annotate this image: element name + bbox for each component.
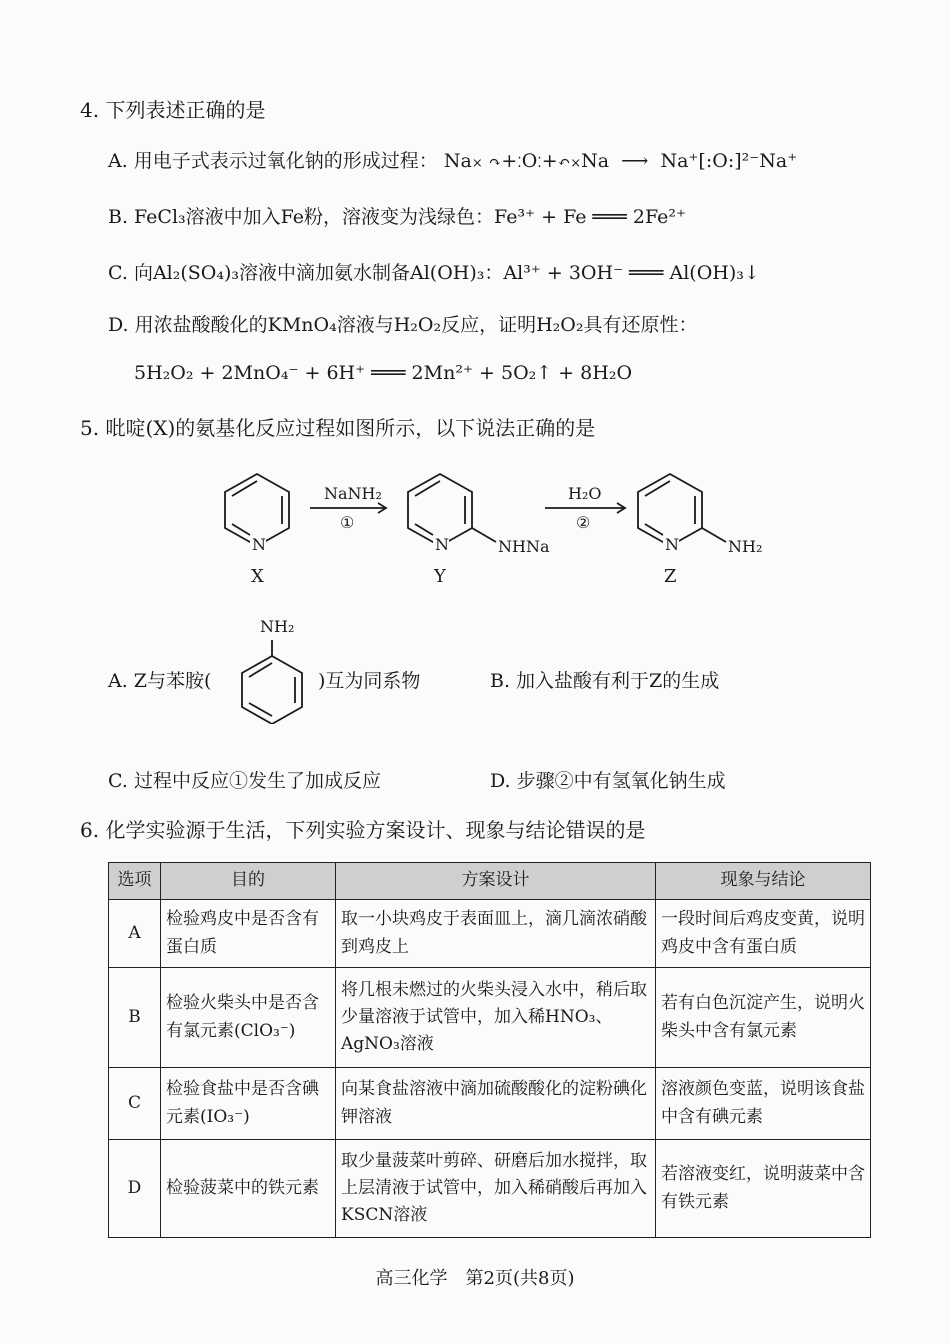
table-row xyxy=(109,1140,871,1238)
question-6-stem: 6. 化学实验源于生活，下列实验方案设计、现象与结论错误的是 xyxy=(80,818,646,842)
row-result: 一段时间后鸡皮变黄，说明鸡皮中含有蛋白质 xyxy=(656,900,871,968)
step-1-label: ① xyxy=(340,513,355,532)
question-4-option-b: B. FeCl₃溶液中加入Fe粉，溶液变为浅绿色：Fe³⁺ + Fe ═══ 2Fe²⁺ xyxy=(108,206,686,228)
row-goal: 检验菠菜中的铁元素 xyxy=(161,1140,336,1238)
reagent-2: H₂O xyxy=(568,484,602,503)
question-4-option-a: A. 用电子式表示过氧化钠的形成过程： Na× ↷+⁚O⁚+↶×Na ⟶ Na⁺[:O:]²⁻Na⁺ xyxy=(108,150,798,172)
header-goal: 目的 xyxy=(161,863,336,900)
row-result: 溶液颜色变蓝，说明该食盐中含有碘元素 xyxy=(656,1068,871,1140)
experiment-table xyxy=(108,862,871,1238)
table-row xyxy=(109,900,871,968)
row-design: 向某食盐溶液中滴加硫酸酸化的淀粉碘化钾溶液 xyxy=(336,1068,656,1140)
row-design: 将几根未燃过的火柴头浸入水中，稍后取少量溶液于试管中，加入稀HNO₃、AgNO₃溶液 xyxy=(336,968,656,1068)
row-option: B xyxy=(109,968,161,1068)
row-goal: 检验鸡皮中是否含有蛋白质 xyxy=(161,900,336,968)
question-5-option-a-suffix: )互为同系物 xyxy=(318,670,421,692)
x-nitrogen: N xyxy=(252,535,266,554)
row-result: 若溶液变红，说明菠菜中含有铁元素 xyxy=(656,1140,871,1238)
row-option: D xyxy=(109,1140,161,1238)
question-5-stem: 5. 吡啶(X)的氨基化反应过程如图所示，以下说法正确的是 xyxy=(80,416,596,440)
question-5-option-a-prefix: A. Z与苯胺( xyxy=(108,670,212,692)
question-5-option-b: B. 加入盐酸有利于Z的生成 xyxy=(490,670,720,692)
aniline-substituent: NH₂ xyxy=(260,617,295,636)
label-z: Z xyxy=(664,566,677,587)
row-goal: 检验火柴头中是否含有氯元素(ClO₃⁻) xyxy=(161,968,336,1068)
reagent-1: NaNH₂ xyxy=(324,484,382,503)
y-nitrogen: N xyxy=(435,535,449,554)
question-4-option-c: C. 向Al₂(SO₄)₃溶液中滴加氨水制备Al(OH)₃：Al³⁺ + 3OH⁻ ═══ Al(OH)₃↓ xyxy=(108,262,760,284)
option-a-text: A. 用电子式表示过氧化钠的形成过程： xyxy=(108,150,438,172)
table-row xyxy=(109,968,871,1068)
y-substituent: NHNa xyxy=(498,537,550,556)
label-x: X xyxy=(251,566,264,587)
electron-formula-product: Na⁺[:O:]²⁻Na⁺ xyxy=(660,150,798,172)
row-result: 若有白色沉淀产生，说明火柴头中含有氯元素 xyxy=(656,968,871,1068)
row-option: C xyxy=(109,1068,161,1140)
row-design: 取一小块鸡皮于表面皿上，滴几滴浓硝酸到鸡皮上 xyxy=(336,900,656,968)
z-nitrogen: N xyxy=(665,535,679,554)
aniline-structure xyxy=(228,612,318,724)
question-5-option-d: D. 步骤②中有氢氧化钠生成 xyxy=(490,770,726,792)
page-footer: 高三化学 第2页(共8页) xyxy=(375,1268,575,1289)
header-option: 选项 xyxy=(109,863,161,900)
table-row xyxy=(109,1068,871,1140)
electron-formula-na-left: Na xyxy=(443,150,472,172)
label-y: Y xyxy=(434,566,446,587)
question-4-option-d-equation: 5H₂O₂ + 2MnO₄⁻ + 6H⁺ ═══ 2Mn²⁺ + 5O₂↑ + 8H₂O xyxy=(134,362,633,384)
header-design: 方案设计 xyxy=(336,863,656,900)
step-2-label: ② xyxy=(576,513,591,532)
table-header-row xyxy=(109,863,871,900)
row-goal: 检验食盐中是否含碘元素(IO₃⁻) xyxy=(161,1068,336,1140)
z-substituent: NH₂ xyxy=(728,537,763,556)
row-option: A xyxy=(109,900,161,968)
electron-formula-oxygen: O xyxy=(521,150,538,172)
row-design: 取少量菠菜叶剪碎、研磨后加水搅拌，取上层清液于试管中，加入稀硝酸后再加入KSCN溶液 xyxy=(336,1140,656,1238)
header-result: 现象与结论 xyxy=(656,863,871,900)
question-5-option-c: C. 过程中反应①发生了加成反应 xyxy=(108,770,381,792)
question-4-stem: 4. 下列表述正确的是 xyxy=(80,98,266,122)
question-4-option-d: D. 用浓盐酸酸化的KMnO₄溶液与H₂O₂反应，证明H₂O₂具有还原性： xyxy=(108,314,698,336)
reaction-scheme xyxy=(200,470,800,600)
electron-formula-na-right: Na xyxy=(581,150,610,172)
